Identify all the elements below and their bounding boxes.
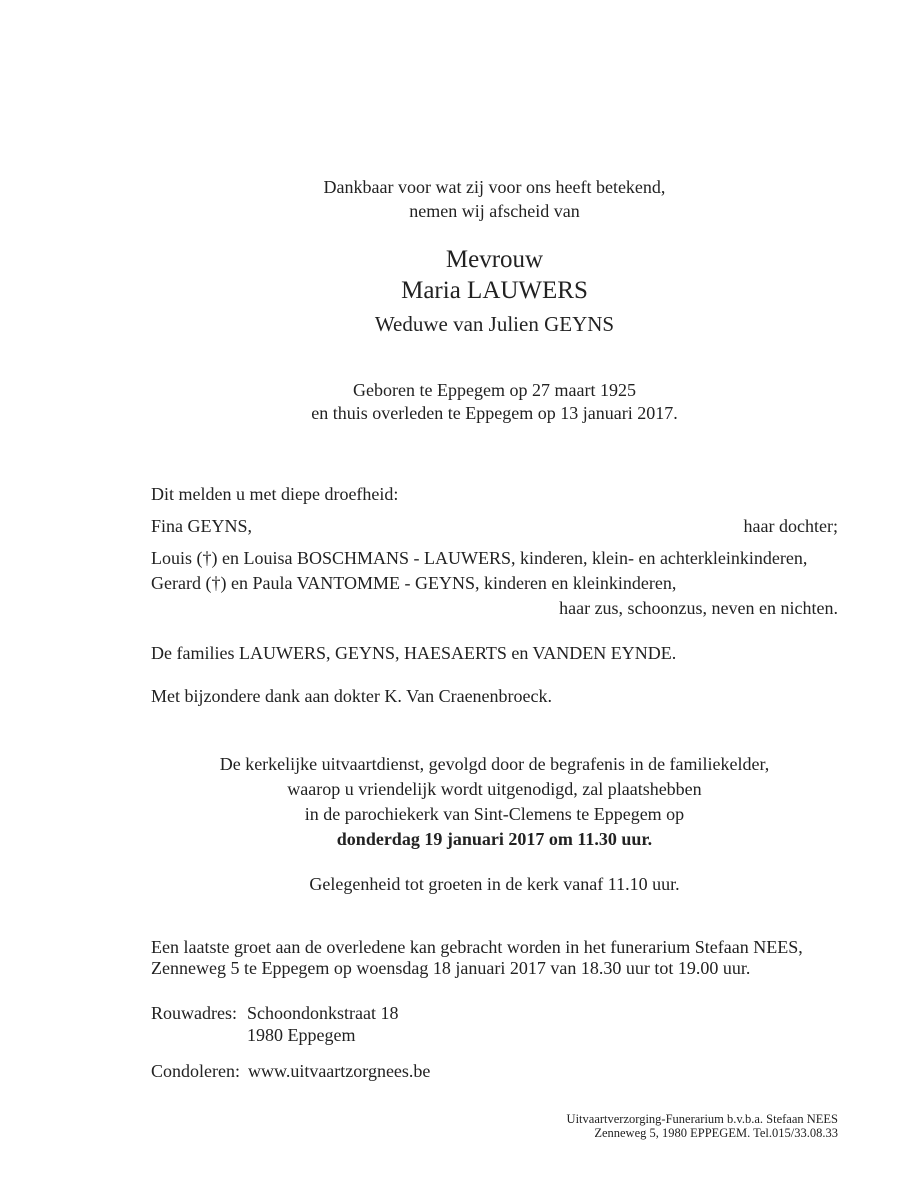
condolence-website: www.uitvaartzorgnees.be	[247, 1061, 431, 1081]
birth-line: Geboren te Eppegem op 27 maart 1925	[353, 380, 636, 400]
intro-line: nemen wij afscheid van	[409, 201, 580, 221]
service-datetime: donderdag 19 januari 2017 om 11.30 uur.	[336, 829, 653, 849]
intro-line: Dankbaar voor wat zij voor ons heeft betekend,	[323, 177, 666, 197]
deceased-title: Mevrouw	[445, 246, 544, 273]
greeting-line: Gelegenheid tot groeten in de kerk vanaf 11.10 uur.	[309, 874, 680, 894]
service-line: waarop u vriendelijk wordt uitgenodigd, zal plaatshebben	[287, 779, 702, 799]
mourning-address-row	[151, 1002, 838, 1046]
family-block	[151, 546, 838, 621]
family-line: Louis (†) en Louisa BOSCHMANS - LAUWERS, kinderen, klein- en achterkleinkinderen,	[151, 548, 808, 568]
service-line: in de parochiekerk van Sint-Clemens te Eppegem op	[304, 804, 685, 824]
daughter-relation: haar dochter;	[743, 516, 838, 536]
mourning-address-line: Schoondonkstraat 18	[247, 1003, 399, 1023]
visitation-line: Een laatste groet aan de overledene kan gebracht worden in het funerarium Stefaan NEES,	[151, 937, 803, 957]
obituary-card-content	[151, 0, 838, 1177]
daughter-row	[151, 514, 838, 538]
deceased-name: Maria LAUWERS	[401, 277, 588, 304]
service-line: De kerkelijke uitvaartdienst, gevolgd door de begrafenis in de familiekelder,	[219, 754, 770, 774]
family-line: Gerard (†) en Paula VANTOMME - GEYNS, kinderen en kleinkinderen,	[151, 573, 677, 593]
mourning-address-label: Rouwadres:	[151, 1003, 237, 1023]
death-line: en thuis overleden te Eppegem op 13 januari 2017.	[311, 403, 678, 423]
thanks-line: Met bijzondere dank aan dokter K. Van Craenenbroeck.	[151, 686, 553, 706]
daughter-name: Fina GEYNS,	[151, 516, 253, 536]
life-dates-block	[151, 379, 838, 425]
mourning-address-value	[247, 1002, 398, 1046]
visitation-line: Zenneweg 5 te Eppegem op woensdag 18 januari 2017 van 18.30 uur tot 19.00 uur.	[151, 958, 751, 978]
visitation-block	[151, 937, 838, 979]
family-relation-line: haar zus, schoonzus, neven en nichten.	[559, 598, 838, 618]
footer-line: Zenneweg 5, 1980 EPPEGEM. Tel.015/33.08.33	[594, 1126, 838, 1140]
funeral-home-footer	[151, 1112, 838, 1140]
mourning-address-line: 1980 Eppegem	[247, 1025, 356, 1045]
intro-block	[151, 175, 838, 223]
announcement-line: Dit melden u met diepe droefheid:	[151, 484, 399, 504]
service-block	[151, 752, 838, 852]
condolence-row	[151, 1060, 838, 1082]
condolence-label: Condoleren:	[151, 1061, 240, 1081]
footer-line: Uitvaartverzorging-Funerarium b.v.b.a. Stefaan NEES	[566, 1112, 838, 1126]
deceased-subtitle: Weduwe van Julien GEYNS	[374, 312, 615, 336]
families-line: De families LAUWERS, GEYNS, HAESAERTS en VANDEN EYNDE.	[151, 643, 677, 663]
